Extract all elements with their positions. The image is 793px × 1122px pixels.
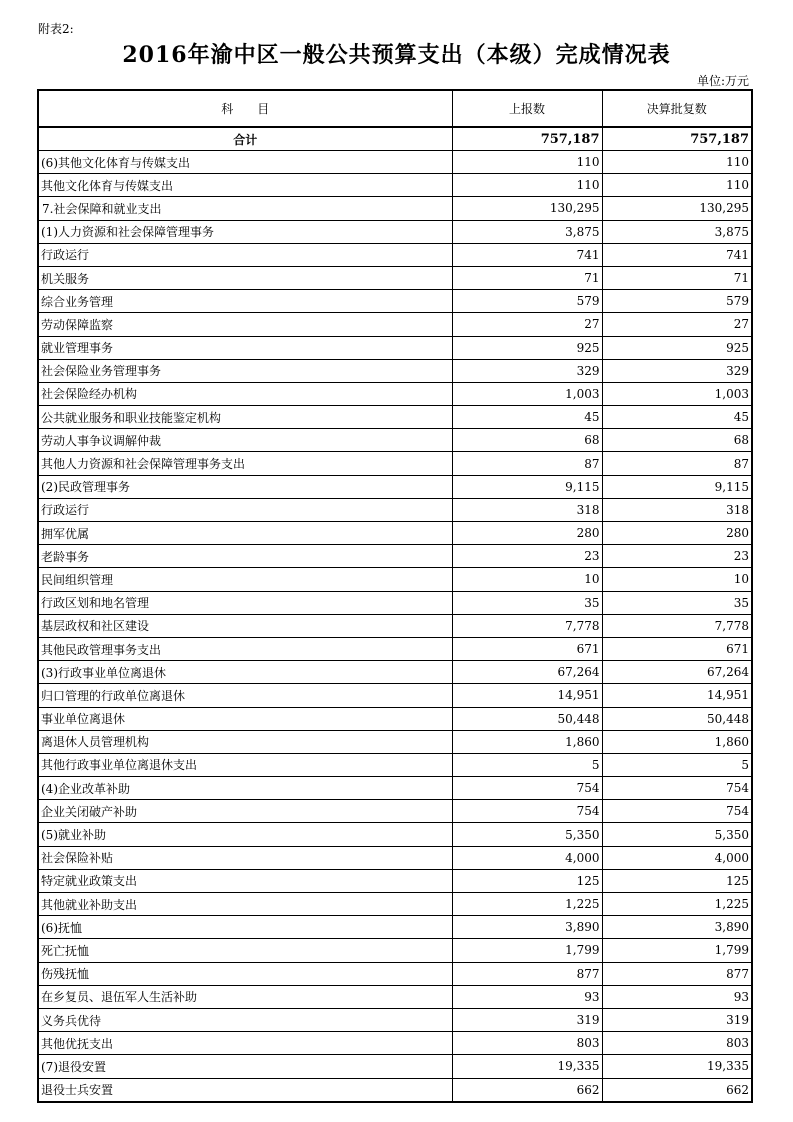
table-row [38, 730, 752, 753]
row-name: (7)退役安置 [38, 1055, 452, 1078]
row-approved: 1,799 [602, 939, 752, 962]
row-reported: 50,448 [452, 707, 602, 730]
table-row [38, 452, 752, 475]
row-reported: 5,350 [452, 823, 602, 846]
table-row [38, 800, 752, 823]
row-reported: 925 [452, 336, 602, 359]
row-name: 退役士兵安置 [38, 1078, 452, 1102]
row-reported: 9,115 [452, 475, 602, 498]
row-reported: 130,295 [452, 197, 602, 220]
row-approved: 754 [602, 777, 752, 800]
row-name: 行政区划和地名管理 [38, 591, 452, 614]
table-row [38, 637, 752, 660]
row-approved: 4,000 [602, 846, 752, 869]
row-reported: 110 [452, 151, 602, 174]
table-row [38, 1055, 752, 1078]
row-reported: 579 [452, 290, 602, 313]
row-approved: 19,335 [602, 1055, 752, 1078]
table-row [38, 939, 752, 962]
header-subject: 科 目 [38, 90, 452, 127]
row-name: (2)民政管理事务 [38, 475, 452, 498]
row-reported: 110 [452, 174, 602, 197]
row-approved: 110 [602, 151, 752, 174]
row-name: 离退休人员管理机构 [38, 730, 452, 753]
row-reported: 1,003 [452, 382, 602, 405]
row-name: 民间组织管理 [38, 568, 452, 591]
header-reported: 上报数 [452, 90, 602, 127]
total-row [38, 127, 752, 151]
row-name: 行政运行 [38, 498, 452, 521]
table-row [38, 591, 752, 614]
row-approved: 7,778 [602, 614, 752, 637]
table-row [38, 985, 752, 1008]
row-approved: 329 [602, 359, 752, 382]
row-approved: 662 [602, 1078, 752, 1102]
row-reported: 754 [452, 800, 602, 823]
row-approved: 27 [602, 313, 752, 336]
row-name: 拥军优属 [38, 522, 452, 545]
table-row [38, 777, 752, 800]
unit-label: 单位:万元 [696, 74, 749, 88]
row-approved: 877 [602, 962, 752, 985]
row-reported: 319 [452, 1008, 602, 1031]
row-name: 综合业务管理 [38, 290, 452, 313]
budget-table [37, 89, 753, 1103]
row-approved: 110 [602, 174, 752, 197]
row-reported: 877 [452, 962, 602, 985]
table-row [38, 243, 752, 266]
row-approved: 68 [602, 429, 752, 452]
table-row [38, 568, 752, 591]
header-approved: 决算批复数 [602, 90, 752, 127]
row-reported: 662 [452, 1078, 602, 1102]
row-approved: 280 [602, 522, 752, 545]
row-approved: 23 [602, 545, 752, 568]
row-name: 机关服务 [38, 266, 452, 289]
total-reported: 757,187 [452, 127, 602, 151]
row-approved: 803 [602, 1032, 752, 1055]
row-approved: 671 [602, 637, 752, 660]
row-reported: 1,860 [452, 730, 602, 753]
row-name: 归口管理的行政单位离退休 [38, 684, 452, 707]
row-reported: 93 [452, 985, 602, 1008]
row-approved: 130,295 [602, 197, 752, 220]
row-name: (6)抚恤 [38, 916, 452, 939]
row-approved: 10 [602, 568, 752, 591]
row-name: 在乡复员、退伍军人生活补助 [38, 985, 452, 1008]
row-approved: 45 [602, 406, 752, 429]
table-row [38, 661, 752, 684]
row-reported: 3,890 [452, 916, 602, 939]
row-approved: 754 [602, 800, 752, 823]
row-reported: 68 [452, 429, 602, 452]
row-reported: 19,335 [452, 1055, 602, 1078]
row-name: 其他就业补助支出 [38, 893, 452, 916]
row-reported: 5 [452, 753, 602, 776]
row-name: (4)企业改革补助 [38, 777, 452, 800]
row-reported: 14,951 [452, 684, 602, 707]
row-name: 老龄事务 [38, 545, 452, 568]
row-name: 死亡抚恤 [38, 939, 452, 962]
row-name: 事业单位离退休 [38, 707, 452, 730]
table-row [38, 753, 752, 776]
table-row [38, 869, 752, 892]
row-approved: 35 [602, 591, 752, 614]
row-approved: 1,003 [602, 382, 752, 405]
table-row [38, 359, 752, 382]
table-row [38, 220, 752, 243]
row-reported: 4,000 [452, 846, 602, 869]
row-reported: 87 [452, 452, 602, 475]
row-reported: 7,778 [452, 614, 602, 637]
row-name: 企业关闭破产补助 [38, 800, 452, 823]
table-row [38, 406, 752, 429]
row-reported: 23 [452, 545, 602, 568]
row-name: 社会保险业务管理事务 [38, 359, 452, 382]
table-row [38, 429, 752, 452]
table-row [38, 313, 752, 336]
total-approved: 757,187 [602, 127, 752, 151]
row-name: 社会保险补贴 [38, 846, 452, 869]
row-reported: 27 [452, 313, 602, 336]
row-reported: 803 [452, 1032, 602, 1055]
row-name: 其他行政事业单位离退休支出 [38, 753, 452, 776]
row-reported: 318 [452, 498, 602, 521]
row-name: 其他人力资源和社会保障管理事务支出 [38, 452, 452, 475]
row-name: 社会保险经办机构 [38, 382, 452, 405]
header-row [38, 90, 752, 127]
table-row [38, 1008, 752, 1031]
row-reported: 10 [452, 568, 602, 591]
table-row [38, 846, 752, 869]
table-row [38, 614, 752, 637]
table-row [38, 498, 752, 521]
row-name: 特定就业政策支出 [38, 869, 452, 892]
table-row [38, 823, 752, 846]
row-approved: 3,875 [602, 220, 752, 243]
table-row [38, 962, 752, 985]
row-name: 就业管理事务 [38, 336, 452, 359]
row-reported: 35 [452, 591, 602, 614]
row-approved: 5 [602, 753, 752, 776]
table-row [38, 382, 752, 405]
row-name: 其他优抚支出 [38, 1032, 452, 1055]
table-row [38, 522, 752, 545]
row-reported: 754 [452, 777, 602, 800]
page-title: 2016年渝中区一般公共预算支出（本级）完成情况表 [122, 42, 671, 68]
row-approved: 9,115 [602, 475, 752, 498]
row-name: 义务兵优待 [38, 1008, 452, 1031]
row-name: 劳动人事争议调解仲裁 [38, 429, 452, 452]
row-name: 基层政权和社区建设 [38, 614, 452, 637]
total-name: 合计 [38, 127, 452, 151]
row-name: 7.社会保障和就业支出 [38, 197, 452, 220]
table-row [38, 1032, 752, 1055]
table-row [38, 151, 752, 174]
row-approved: 318 [602, 498, 752, 521]
row-approved: 87 [602, 452, 752, 475]
row-approved: 1,860 [602, 730, 752, 753]
row-name: 行政运行 [38, 243, 452, 266]
row-approved: 5,350 [602, 823, 752, 846]
row-approved: 319 [602, 1008, 752, 1031]
table-row [38, 475, 752, 498]
row-approved: 14,951 [602, 684, 752, 707]
row-reported: 1,225 [452, 893, 602, 916]
table-row [38, 916, 752, 939]
table-row [38, 707, 752, 730]
row-name: 伤残抚恤 [38, 962, 452, 985]
row-name: (5)就业补助 [38, 823, 452, 846]
row-name: 其他文化体育与传媒支出 [38, 174, 452, 197]
row-name: 公共就业服务和职业技能鉴定机构 [38, 406, 452, 429]
table-row [38, 545, 752, 568]
row-approved: 741 [602, 243, 752, 266]
row-reported: 45 [452, 406, 602, 429]
table-row [38, 197, 752, 220]
table-row [38, 174, 752, 197]
row-reported: 125 [452, 869, 602, 892]
row-reported: 280 [452, 522, 602, 545]
row-reported: 71 [452, 266, 602, 289]
attachment-label: 附表2: [38, 22, 74, 36]
row-approved: 93 [602, 985, 752, 1008]
row-name: (1)人力资源和社会保障管理事务 [38, 220, 452, 243]
table-row [38, 1078, 752, 1102]
table-row [38, 684, 752, 707]
row-approved: 3,890 [602, 916, 752, 939]
row-name: (3)行政事业单位离退休 [38, 661, 452, 684]
row-approved: 125 [602, 869, 752, 892]
table-row [38, 266, 752, 289]
row-approved: 50,448 [602, 707, 752, 730]
row-approved: 925 [602, 336, 752, 359]
row-reported: 1,799 [452, 939, 602, 962]
row-reported: 741 [452, 243, 602, 266]
table-row [38, 290, 752, 313]
row-approved: 67,264 [602, 661, 752, 684]
row-reported: 671 [452, 637, 602, 660]
table-body [38, 127, 752, 1102]
table-row [38, 336, 752, 359]
row-name: 其他民政管理事务支出 [38, 637, 452, 660]
row-reported: 67,264 [452, 661, 602, 684]
row-name: 劳动保障监察 [38, 313, 452, 336]
row-reported: 329 [452, 359, 602, 382]
row-approved: 1,225 [602, 893, 752, 916]
row-reported: 3,875 [452, 220, 602, 243]
row-approved: 71 [602, 266, 752, 289]
table-row [38, 893, 752, 916]
row-name: (6)其他文化体育与传媒支出 [38, 151, 452, 174]
row-approved: 579 [602, 290, 752, 313]
